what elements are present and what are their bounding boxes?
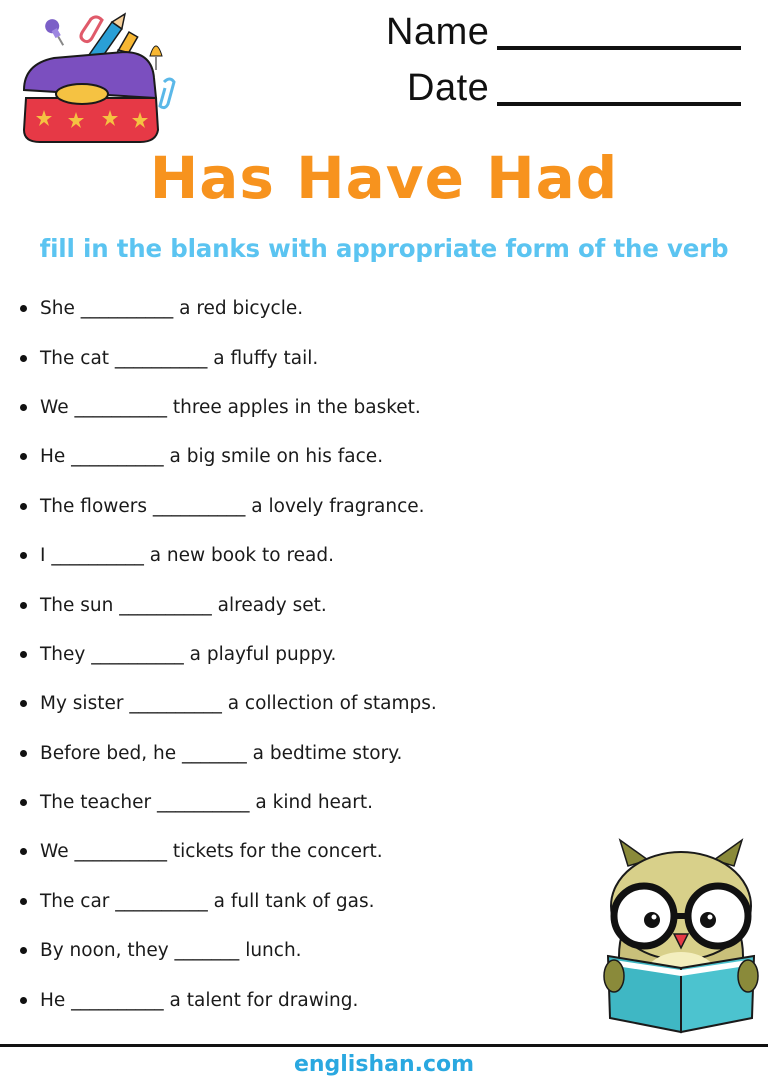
question-text: Before bed, he _______ a bedtime story. (40, 742, 403, 764)
date-blank-line[interactable] (497, 102, 741, 106)
question-text: They __________ a playful puppy. (40, 643, 337, 665)
question-item (20, 580, 437, 629)
worksheet-instructions: fill in the blanks with appropriate form of the verb (39, 234, 729, 263)
question-text: I __________ a new book to read. (40, 545, 335, 567)
question-text: We __________ three apples in the basket. (40, 396, 421, 418)
question-item (20, 827, 437, 876)
name-label: Name (386, 11, 490, 53)
question-text: The sun __________ already set. (40, 594, 327, 616)
footer-divider (0, 1044, 768, 1047)
worksheet-title: Has Have Had (149, 144, 619, 212)
question-item (20, 333, 437, 382)
bullet-icon (20, 799, 27, 806)
question-item (20, 926, 437, 975)
question-text: He __________ a big smile on his face. (40, 446, 384, 468)
bullet-icon (20, 453, 27, 460)
question-item (20, 482, 437, 531)
question-item (20, 778, 437, 827)
bullet-icon (20, 750, 27, 757)
date-label: Date (407, 67, 490, 109)
question-item (20, 630, 437, 679)
question-item (20, 679, 437, 728)
question-text: The car __________ a full tank of gas. (40, 890, 375, 912)
question-item (20, 432, 437, 481)
question-text: She __________ a red bicycle. (40, 298, 304, 320)
question-text: He __________ a talent for drawing. (40, 989, 359, 1011)
bullet-icon (20, 997, 27, 1004)
question-text: My sister __________ a collection of stamps. (40, 693, 437, 715)
bullet-icon (20, 355, 27, 362)
bullet-icon (20, 503, 27, 510)
question-text: The teacher __________ a kind heart. (40, 792, 374, 814)
question-item (20, 975, 437, 1024)
question-item (20, 729, 437, 778)
question-text: We __________ tickets for the concert. (40, 841, 383, 863)
bullet-icon (20, 404, 27, 411)
question-list (20, 284, 437, 1025)
reading-owl-illustration (600, 836, 762, 1036)
name-blank-line[interactable] (497, 46, 741, 50)
bullet-icon (20, 898, 27, 905)
bullet-icon (20, 700, 27, 707)
name-field (386, 10, 741, 54)
pencil-case-illustration (14, 12, 194, 152)
question-text: By noon, they _______ lunch. (40, 940, 302, 962)
bullet-icon (20, 947, 27, 954)
bullet-icon (20, 602, 27, 609)
bullet-icon (20, 848, 27, 855)
question-item (20, 877, 437, 926)
question-item (20, 531, 437, 580)
question-item (20, 383, 437, 432)
bullet-icon (20, 651, 27, 658)
footer-website[interactable]: englishan.com (293, 1052, 475, 1077)
date-field (407, 66, 741, 110)
question-item (20, 284, 437, 333)
question-text: The cat __________ a fluffy tail. (40, 347, 319, 369)
bullet-icon (20, 552, 27, 559)
bullet-icon (20, 305, 27, 312)
question-text: The flowers __________ a lovely fragrance. (40, 495, 425, 517)
